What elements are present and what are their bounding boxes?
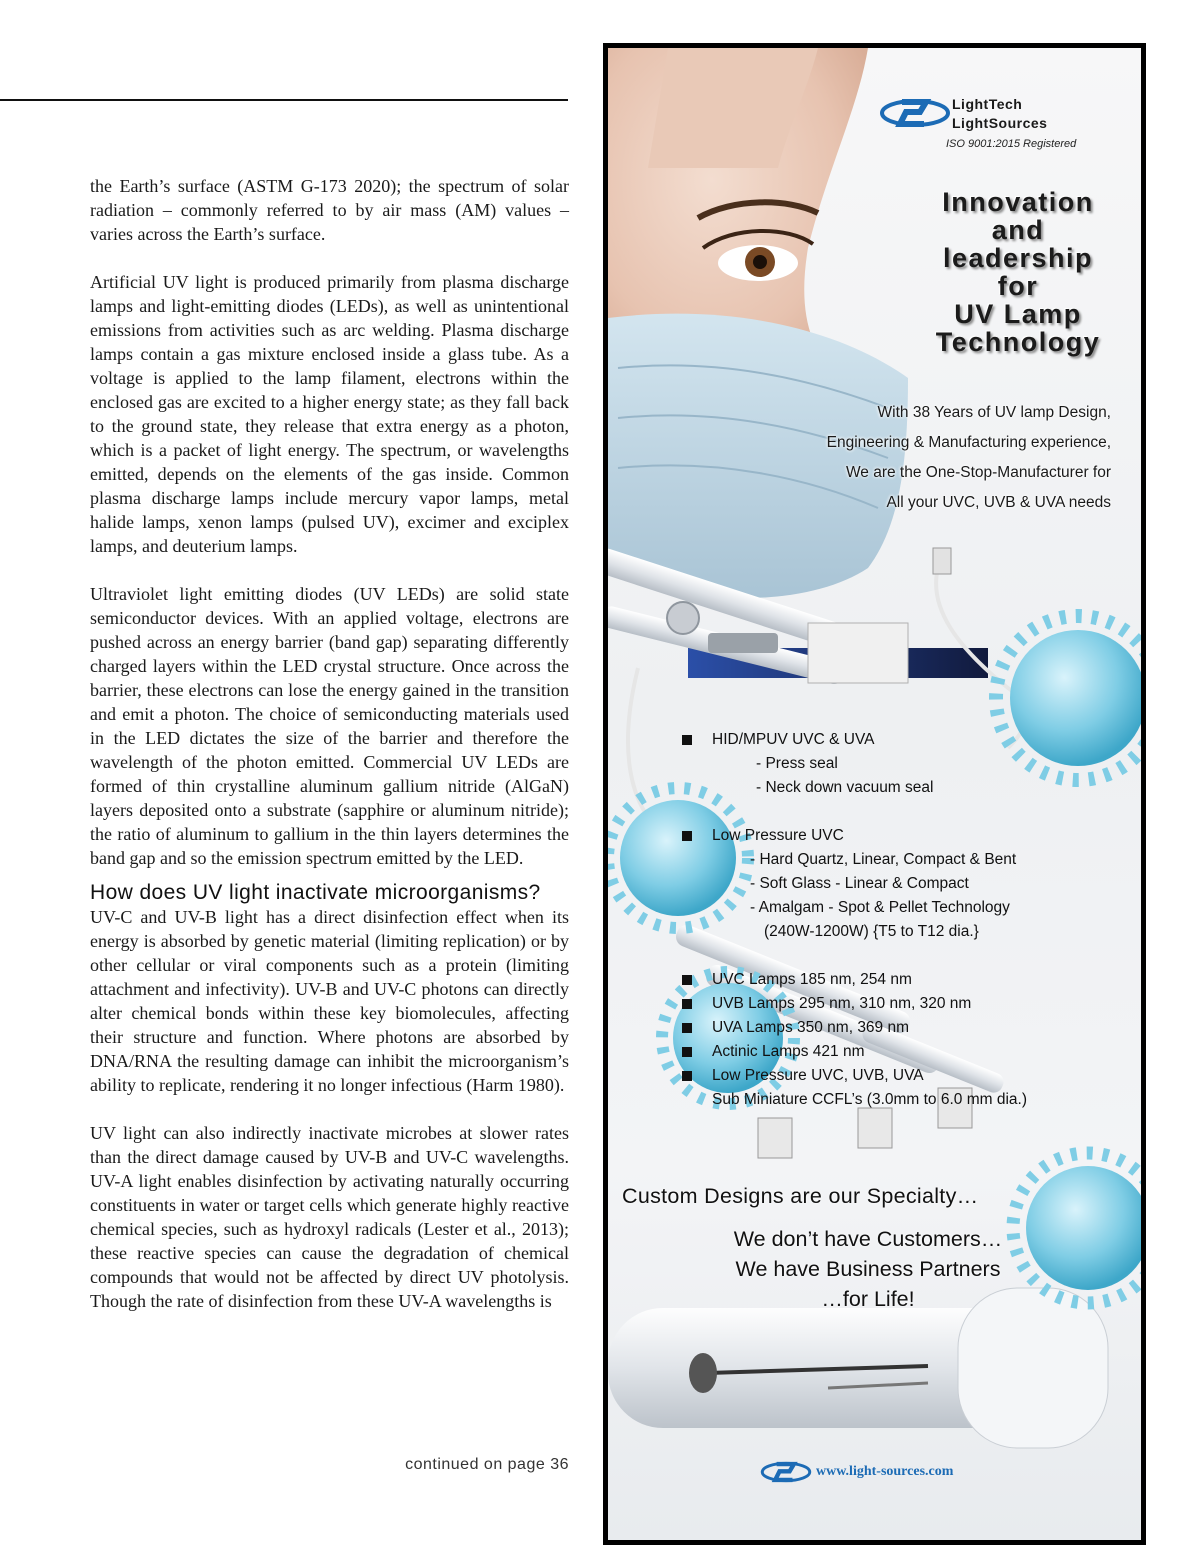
- bullet-icon: [682, 1047, 692, 1057]
- list-item-label: UVB Lamps 295 nm, 310 nm, 320 nm: [712, 995, 972, 1012]
- list-item-label: HID/MPUV UVC & UVA: [712, 731, 875, 748]
- list-item-label: UVC Lamps 185 nm, 254 nm: [712, 971, 912, 988]
- list-subitem: - Press seal: [756, 755, 838, 772]
- article-column: [90, 174, 569, 1313]
- list-subitem: - Neck down vacuum seal: [756, 779, 934, 796]
- tagline-line: We are the One-Stop-Manufacturer for: [845, 464, 1111, 481]
- product-list: [678, 728, 1118, 1112]
- continued-link[interactable]: continued on page 36: [405, 1456, 569, 1473]
- list-subitem: - Hard Quartz, Linear, Compact & Bent: [750, 851, 1017, 868]
- list-subitem: - Soft Glass - Linear & Compact: [750, 875, 969, 892]
- advertisement[interactable]: [603, 43, 1146, 1545]
- tagline-line: Engineering & Manufacturing experience,: [826, 434, 1111, 451]
- section-heading: How does UV light inactivate microorganisms?: [90, 881, 541, 904]
- bullet-icon: [682, 1071, 692, 1081]
- list-item-label: Actinic Lamps 421 nm: [712, 1043, 865, 1060]
- list-item: [678, 968, 1118, 992]
- article-paragraph: Artificial UV light is produced primarily from plasma discharge lamps and light-emitting diodes (LEDs), as well as unintentional emissions from activities such as arc welding. Plasma discharge lamps contain a gas mixture enclosed inside a glass tube. As a voltage is applied to the lamp filament, electrons within the enclosed gas are excited to a higher energy state; as they fall back to the ground state, they release that extra energy as a photon, which is a packet of light energy. The spectrum, or wavelengths emitted, depends on the elements of the gas inside. Common plasma discharge lamps include mercury vapor lamps, metal halide lamps, xenon lamps (pulsed UV), excimer and exciplex lamps, and deuterium lamps.: [90, 272, 569, 556]
- list-item-label: Low Pressure UVC, UVB, UVA: [712, 1067, 924, 1084]
- list-item: [678, 992, 1118, 1016]
- list-item: [678, 1040, 1118, 1064]
- header-rule: [0, 99, 568, 101]
- slogan-line: …for Life!: [821, 1287, 915, 1311]
- list-item: [678, 1016, 1118, 1040]
- list-item: [678, 728, 1118, 752]
- tagline-line: All your UVC, UVB & UVA needs: [886, 494, 1111, 511]
- lightsources-logo-icon: [880, 88, 950, 138]
- article-paragraph: Ultraviolet light emitting diodes (UV LEDs) are solid state semiconductor devices. With an applied voltage, electrons are pushed across an energy barrier (band gap) separating differently charged layers within the LED crystal structure. Once across the barrier, these electrons can lose the energy gained in the transition and emit a photon. The choice of semiconducting materials used in the LED dictates the size of the barrier and therefore the wavelength of the photon emitted. Commercial UV LEDs are formed of thin crystalline aluminum gallium nitride (AlGaN) layers deposited onto a substrate (sapphire or aluminum nitride); the ratio of aluminum to gallium in the thin layers determines the band gap and so the emission spectrum emitted by the LED.: [90, 584, 569, 868]
- list-item: [678, 1064, 1118, 1088]
- list-item-label: Low Pressure UVC: [712, 827, 844, 844]
- ad-headline: [898, 188, 1138, 356]
- list-subitem: - Amalgam - Spot & Pellet Technology: [750, 899, 1010, 916]
- company-logo: [880, 88, 1120, 158]
- iso-registration: ISO 9001:2015 Registered: [946, 138, 1077, 150]
- headline-line: leadership: [942, 243, 1094, 273]
- lightsources-logo-icon: [758, 1454, 814, 1490]
- tagline-line: With 38 Years of UV lamp Design,: [877, 404, 1111, 421]
- website-url[interactable]: www.light-sources.com: [816, 1464, 954, 1479]
- list-subitem: Sub Miniature CCFL’s (3.0mm to 6.0 mm dia.): [712, 1091, 1027, 1108]
- bullet-icon: [682, 975, 692, 985]
- brand-name-2: LightSources: [952, 115, 1048, 131]
- headline-line: UV Lamp: [954, 299, 1082, 329]
- bullet-icon: [682, 735, 692, 745]
- article-paragraph: UV light can also indirectly inactivate microbes at slower rates than the direct damage caused by UV-B and UV-C wavelengths. UV-A light enables disinfection by activating naturally occurring constituents in water or target cells which generate highly reactive chemical species, such as hydroxyl radicals (Lester et al., 2013); these reactive species can cause the degradation of chemical compounds that would not be affected by direct UV photolysis. Though the rate of disinfection from these UV-A wavelengths is: [90, 1123, 569, 1311]
- article-paragraph: the Earth’s surface (ASTM G-173 2020); the spectrum of solar radiation – commonly referred to by air mass (AM) values – varies across the Earth’s surface.: [90, 176, 569, 244]
- slogan-line: We don’t have Customers…: [733, 1227, 1003, 1251]
- custom-designs-slogan: Custom Designs are our Specialty…: [622, 1184, 979, 1208]
- website-link[interactable]: [758, 1454, 1018, 1490]
- article-paragraph: UV-C and UV-B light has a direct disinfection effect when its energy is absorbed by genetic material (limiting replication) or by other cellular or viral components such as a protein (limiting attachment and infectivity). UV-B and UV-C photons can directly alter chemical bonds within these key biomolecules, affecting their structure and function. Where photons are absorbed by DNA/RNA the resulting damage can inhibit the microorganism’s ability to replicate, rendering it no longer infectious (Harm 1980).: [90, 907, 569, 1095]
- brand-name-1: LightTech: [952, 96, 1023, 112]
- headline-line: Innovation: [942, 187, 1094, 217]
- list-subitem: (240W-1200W) {T5 to T12 dia.}: [764, 923, 979, 940]
- bullet-icon: [682, 831, 692, 841]
- list-item: [678, 824, 1118, 848]
- headline-line: for: [997, 271, 1039, 301]
- headline-line: and: [991, 215, 1045, 245]
- bullet-icon: [682, 999, 692, 1009]
- list-item-label: UVA Lamps 350 nm, 369 nm: [712, 1019, 910, 1036]
- headline-line: Technology: [935, 327, 1101, 357]
- slogan-line: We have Business Partners: [735, 1257, 1001, 1281]
- partners-slogan: [688, 1224, 1048, 1314]
- bullet-icon: [682, 1023, 692, 1033]
- ad-tagline: [731, 398, 1111, 518]
